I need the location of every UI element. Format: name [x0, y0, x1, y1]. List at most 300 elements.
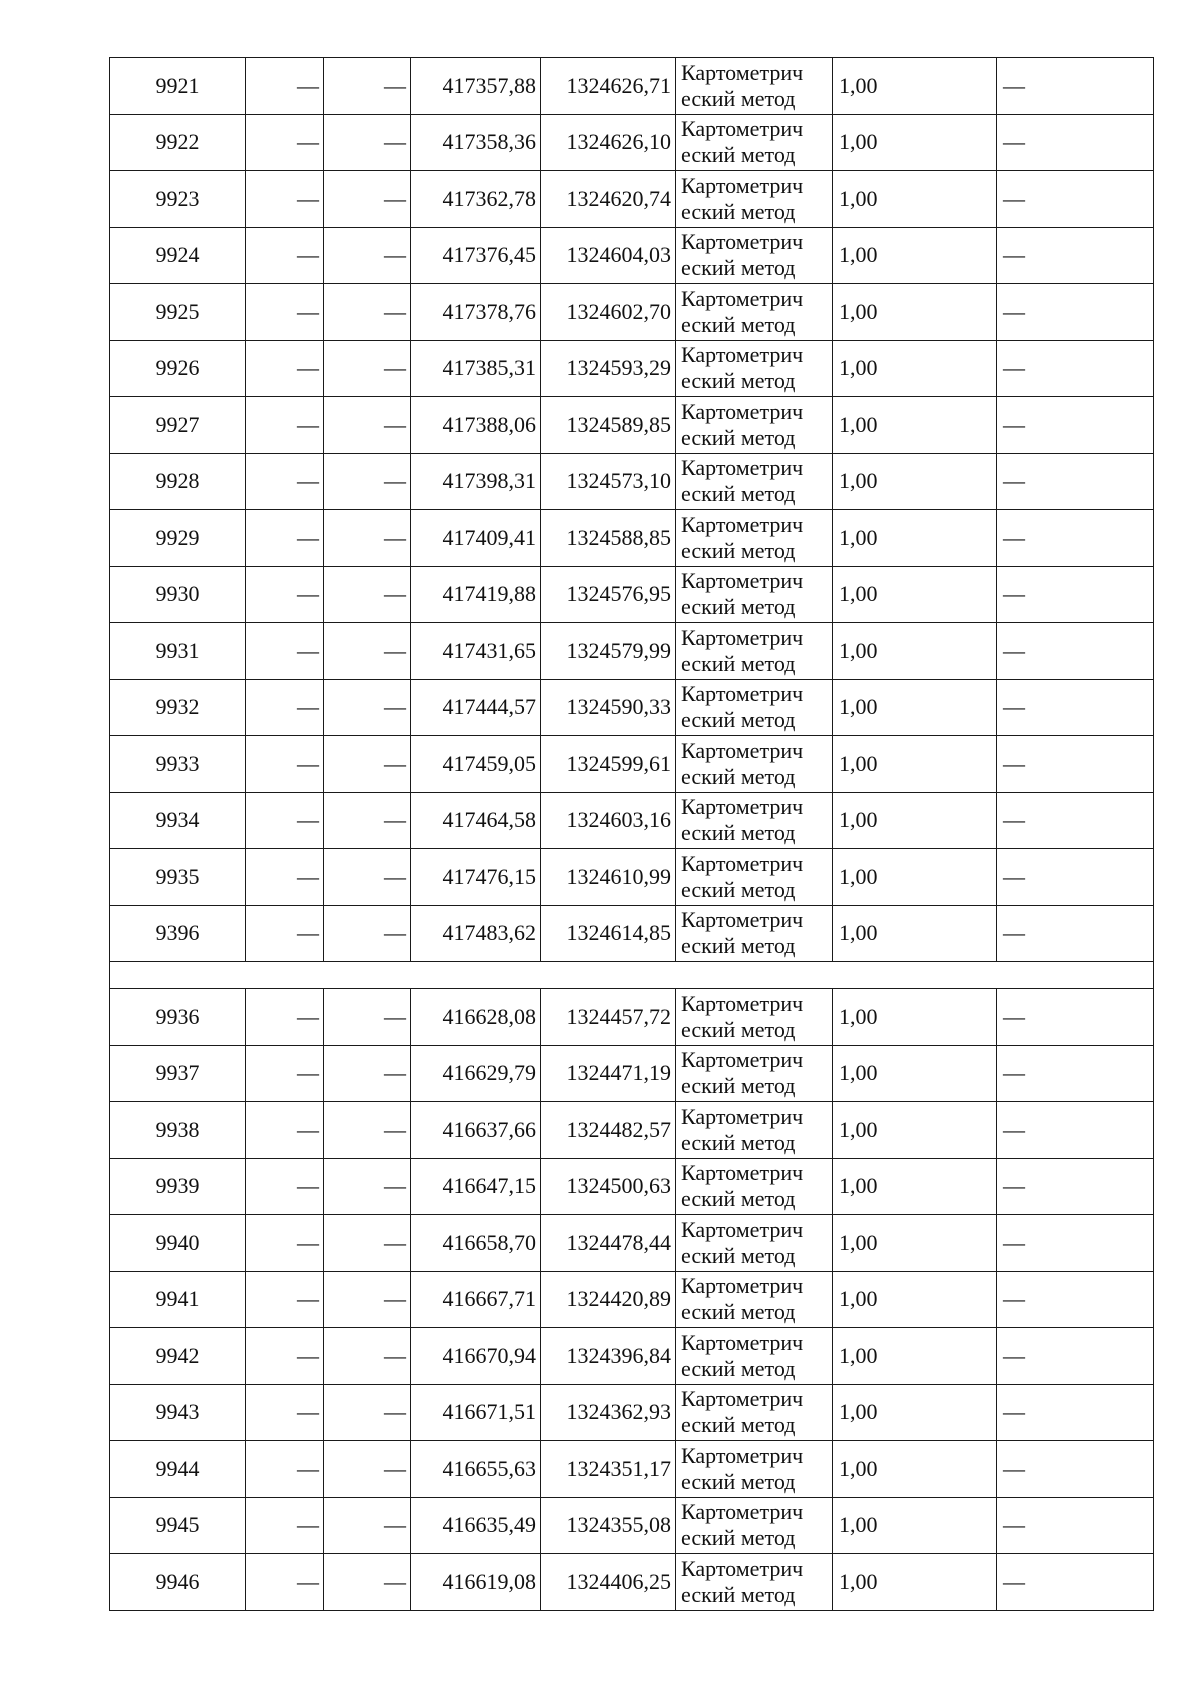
- method-line-1: Картометрич: [681, 1273, 804, 1299]
- method-line-2: еский метод: [681, 1468, 796, 1494]
- method-line-1: Картометрич: [681, 990, 804, 1016]
- coordinate-x: 416671,51: [411, 1384, 541, 1441]
- point-number: 9937: [110, 1045, 246, 1102]
- empty-dash: —: [246, 340, 324, 397]
- point-number: 9396: [110, 905, 246, 962]
- point-number: 9923: [110, 171, 246, 228]
- coordinate-y: 1324351,17: [541, 1441, 676, 1498]
- table-row: [110, 284, 1154, 341]
- coordinate-y: 1324603,16: [541, 792, 676, 849]
- empty-dash: —: [997, 58, 1154, 115]
- coordinate-x: 416670,94: [411, 1328, 541, 1385]
- method-cell: [676, 58, 833, 115]
- empty-dash: —: [324, 1158, 411, 1215]
- method-line-2: еский метод: [681, 1581, 796, 1607]
- method-line-2: еский метод: [681, 1355, 796, 1381]
- method-line-1: Картометрич: [681, 1499, 804, 1525]
- point-number: 9922: [110, 114, 246, 171]
- method-line-1: Картометрич: [681, 342, 804, 368]
- empty-dash: —: [324, 1215, 411, 1272]
- coordinate-y: 1324396,84: [541, 1328, 676, 1385]
- empty-dash: —: [246, 989, 324, 1046]
- empty-dash: —: [997, 792, 1154, 849]
- empty-dash: —: [324, 1328, 411, 1385]
- empty-dash: —: [324, 736, 411, 793]
- accuracy-value: 1,00: [833, 397, 997, 454]
- empty-dash: —: [324, 623, 411, 680]
- empty-dash: —: [246, 58, 324, 115]
- method-line-2: еский метод: [681, 1525, 796, 1551]
- empty-dash: —: [324, 905, 411, 962]
- coordinate-y: 1324420,89: [541, 1271, 676, 1328]
- table-row: [110, 1215, 1154, 1272]
- point-number: 9924: [110, 227, 246, 284]
- empty-dash: —: [997, 1271, 1154, 1328]
- point-number: 9925: [110, 284, 246, 341]
- empty-dash: —: [997, 284, 1154, 341]
- method-line-1: Картометрич: [681, 1216, 804, 1242]
- accuracy-value: 1,00: [833, 114, 997, 171]
- point-number: 9943: [110, 1384, 246, 1441]
- table-row: [110, 1102, 1154, 1159]
- empty-dash: —: [246, 397, 324, 454]
- empty-dash: —: [246, 736, 324, 793]
- accuracy-value: 1,00: [833, 1554, 997, 1611]
- empty-dash: —: [997, 905, 1154, 962]
- method-line-1: Картометрич: [681, 229, 804, 255]
- empty-dash: —: [324, 284, 411, 341]
- method-line-1: Картометрич: [681, 1442, 804, 1468]
- coordinate-y: 1324482,57: [541, 1102, 676, 1159]
- empty-dash: —: [997, 1554, 1154, 1611]
- empty-dash: —: [997, 114, 1154, 171]
- table-row: [110, 1158, 1154, 1215]
- table-row: [110, 1441, 1154, 1498]
- coordinate-x: 417358,36: [411, 114, 541, 171]
- accuracy-value: 1,00: [833, 1271, 997, 1328]
- empty-dash: —: [246, 114, 324, 171]
- method-line-2: еский метод: [681, 424, 796, 450]
- accuracy-value: 1,00: [833, 792, 997, 849]
- coordinate-x: 417357,88: [411, 58, 541, 115]
- method-line-2: еский метод: [681, 763, 796, 789]
- method-line-1: Картометрич: [681, 285, 804, 311]
- method-line-2: еский метод: [681, 876, 796, 902]
- empty-dash: —: [246, 453, 324, 510]
- method-line-2: еский метод: [681, 707, 796, 733]
- coordinate-y: 1324610,99: [541, 849, 676, 906]
- method-line-1: Картометрич: [681, 1103, 804, 1129]
- method-line-2: еский метод: [681, 255, 796, 281]
- method-line-1: Картометрич: [681, 398, 804, 424]
- method-line-2: еский метод: [681, 1016, 796, 1042]
- empty-dash: —: [324, 1271, 411, 1328]
- method-line-1: Картометрич: [681, 624, 804, 650]
- empty-dash: —: [997, 849, 1154, 906]
- empty-dash: —: [246, 284, 324, 341]
- method-cell: [676, 1384, 833, 1441]
- table-row: [110, 453, 1154, 510]
- method-line-1: Картометрич: [681, 1386, 804, 1412]
- method-line-2: еский метод: [681, 311, 796, 337]
- empty-dash: —: [324, 510, 411, 567]
- empty-dash: —: [997, 1158, 1154, 1215]
- empty-dash: —: [246, 1497, 324, 1554]
- coordinate-x: 417431,65: [411, 623, 541, 680]
- empty-dash: —: [246, 1158, 324, 1215]
- empty-dash: —: [324, 114, 411, 171]
- empty-dash: —: [324, 453, 411, 510]
- method-cell: [676, 905, 833, 962]
- method-line-1: Картометрич: [681, 681, 804, 707]
- method-cell: [676, 623, 833, 680]
- empty-dash: —: [324, 58, 411, 115]
- coordinate-x: 416619,08: [411, 1554, 541, 1611]
- empty-dash: —: [246, 171, 324, 228]
- accuracy-value: 1,00: [833, 989, 997, 1046]
- method-cell: [676, 340, 833, 397]
- method-cell: [676, 510, 833, 567]
- coordinate-y: 1324579,99: [541, 623, 676, 680]
- empty-dash: —: [324, 227, 411, 284]
- method-cell: [676, 453, 833, 510]
- accuracy-value: 1,00: [833, 1384, 997, 1441]
- method-cell: [676, 566, 833, 623]
- empty-dash: —: [997, 510, 1154, 567]
- empty-dash: —: [246, 566, 324, 623]
- method-line-1: Картометрич: [681, 1329, 804, 1355]
- empty-dash: —: [246, 1554, 324, 1611]
- coordinate-x: 416637,66: [411, 1102, 541, 1159]
- empty-dash: —: [997, 989, 1154, 1046]
- coordinate-y: 1324589,85: [541, 397, 676, 454]
- table-row: [110, 171, 1154, 228]
- point-number: 9938: [110, 1102, 246, 1159]
- empty-dash: —: [997, 679, 1154, 736]
- point-number: 9921: [110, 58, 246, 115]
- empty-dash: —: [997, 736, 1154, 793]
- point-number: 9928: [110, 453, 246, 510]
- coordinate-x: 417444,57: [411, 679, 541, 736]
- table-row: [110, 1497, 1154, 1554]
- coordinate-y: 1324500,63: [541, 1158, 676, 1215]
- accuracy-value: 1,00: [833, 1102, 997, 1159]
- empty-dash: —: [997, 566, 1154, 623]
- coordinate-x: 416628,08: [411, 989, 541, 1046]
- table-row: [110, 1554, 1154, 1611]
- empty-dash: —: [324, 1441, 411, 1498]
- empty-dash: —: [324, 1497, 411, 1554]
- empty-dash: —: [324, 849, 411, 906]
- coordinate-x: 417464,58: [411, 792, 541, 849]
- coordinate-x: 417362,78: [411, 171, 541, 228]
- accuracy-value: 1,00: [833, 905, 997, 962]
- table-row: [110, 736, 1154, 793]
- accuracy-value: 1,00: [833, 623, 997, 680]
- empty-dash: —: [997, 1384, 1154, 1441]
- coordinate-y: 1324593,29: [541, 340, 676, 397]
- accuracy-value: 1,00: [833, 1441, 997, 1498]
- empty-dash: —: [324, 679, 411, 736]
- method-cell: [676, 1441, 833, 1498]
- coordinate-y: 1324478,44: [541, 1215, 676, 1272]
- coordinate-y: 1324406,25: [541, 1554, 676, 1611]
- empty-dash: —: [324, 1102, 411, 1159]
- table-row: [110, 1328, 1154, 1385]
- accuracy-value: 1,00: [833, 1215, 997, 1272]
- method-line-2: еский метод: [681, 368, 796, 394]
- empty-dash: —: [997, 1497, 1154, 1554]
- method-line-1: Картометрич: [681, 511, 804, 537]
- method-line-2: еский метод: [681, 537, 796, 563]
- method-cell: [676, 1215, 833, 1272]
- coordinate-x: 416667,71: [411, 1271, 541, 1328]
- method-line-2: еский метод: [681, 1129, 796, 1155]
- method-line-2: еский метод: [681, 650, 796, 676]
- method-cell: [676, 1328, 833, 1385]
- accuracy-value: 1,00: [833, 340, 997, 397]
- point-number: 9936: [110, 989, 246, 1046]
- accuracy-value: 1,00: [833, 58, 997, 115]
- empty-dash: —: [246, 1102, 324, 1159]
- point-number: 9927: [110, 397, 246, 454]
- method-line-1: Картометрич: [681, 59, 804, 85]
- method-cell: [676, 1554, 833, 1611]
- empty-dash: —: [324, 1045, 411, 1102]
- empty-dash: —: [997, 227, 1154, 284]
- empty-dash: —: [246, 905, 324, 962]
- point-number: 9933: [110, 736, 246, 793]
- empty-dash: —: [997, 1215, 1154, 1272]
- point-number: 9926: [110, 340, 246, 397]
- method-cell: [676, 1271, 833, 1328]
- accuracy-value: 1,00: [833, 679, 997, 736]
- table-row: [110, 397, 1154, 454]
- method-line-1: Картометрич: [681, 1047, 804, 1073]
- point-number: 9932: [110, 679, 246, 736]
- empty-dash: —: [324, 566, 411, 623]
- coordinate-x: 416635,49: [411, 1497, 541, 1554]
- coordinate-x: 417483,62: [411, 905, 541, 962]
- accuracy-value: 1,00: [833, 566, 997, 623]
- coordinates-table: [109, 57, 1154, 1611]
- coordinate-x: 417459,05: [411, 736, 541, 793]
- point-number: 9940: [110, 1215, 246, 1272]
- method-cell: [676, 284, 833, 341]
- method-line-2: еский метод: [681, 933, 796, 959]
- method-line-2: еский метод: [681, 85, 796, 111]
- table-row: [110, 1045, 1154, 1102]
- coordinate-x: 417398,31: [411, 453, 541, 510]
- method-line-1: Картометрич: [681, 568, 804, 594]
- coordinate-y: 1324604,03: [541, 227, 676, 284]
- method-line-2: еский метод: [681, 594, 796, 620]
- method-line-1: Картометрич: [681, 850, 804, 876]
- empty-dash: —: [997, 1045, 1154, 1102]
- accuracy-value: 1,00: [833, 171, 997, 228]
- empty-dash: —: [997, 1441, 1154, 1498]
- coordinate-y: 1324620,74: [541, 171, 676, 228]
- empty-dash: —: [246, 1271, 324, 1328]
- point-number: 9939: [110, 1158, 246, 1215]
- point-number: 9929: [110, 510, 246, 567]
- empty-dash: —: [246, 1441, 324, 1498]
- empty-dash: —: [997, 453, 1154, 510]
- table-row: [110, 792, 1154, 849]
- empty-dash: —: [246, 849, 324, 906]
- coordinate-y: 1324599,61: [541, 736, 676, 793]
- method-line-2: еский метод: [681, 142, 796, 168]
- method-cell: [676, 227, 833, 284]
- method-line-2: еский метод: [681, 820, 796, 846]
- empty-dash: —: [997, 623, 1154, 680]
- empty-dash: —: [246, 792, 324, 849]
- coordinate-x: 417419,88: [411, 566, 541, 623]
- table-body: [110, 58, 1154, 1611]
- table-row: [110, 566, 1154, 623]
- method-line-1: Картометрич: [681, 1555, 804, 1581]
- method-cell: [676, 397, 833, 454]
- accuracy-value: 1,00: [833, 1328, 997, 1385]
- coordinate-x: 417476,15: [411, 849, 541, 906]
- empty-dash: —: [997, 340, 1154, 397]
- accuracy-value: 1,00: [833, 1497, 997, 1554]
- accuracy-value: 1,00: [833, 227, 997, 284]
- accuracy-value: 1,00: [833, 849, 997, 906]
- method-cell: [676, 736, 833, 793]
- method-line-1: Картометрич: [681, 794, 804, 820]
- separator-row: [110, 962, 1154, 989]
- empty-dash: —: [324, 171, 411, 228]
- method-line-1: Картометрич: [681, 737, 804, 763]
- method-cell: [676, 114, 833, 171]
- empty-dash: —: [246, 1328, 324, 1385]
- method-cell: [676, 1497, 833, 1554]
- coordinate-y: 1324576,95: [541, 566, 676, 623]
- coordinate-x: 416658,70: [411, 1215, 541, 1272]
- coordinate-x: 417385,31: [411, 340, 541, 397]
- separator-cell: [110, 962, 1154, 989]
- empty-dash: —: [324, 340, 411, 397]
- table-row: [110, 114, 1154, 171]
- coordinate-y: 1324362,93: [541, 1384, 676, 1441]
- table-row: [110, 989, 1154, 1046]
- method-line-1: Картометрич: [681, 172, 804, 198]
- empty-dash: —: [997, 1102, 1154, 1159]
- coordinate-y: 1324573,10: [541, 453, 676, 510]
- method-line-2: еский метод: [681, 1186, 796, 1212]
- table-row: [110, 849, 1154, 906]
- empty-dash: —: [324, 1554, 411, 1611]
- coordinate-x: 417378,76: [411, 284, 541, 341]
- empty-dash: —: [246, 679, 324, 736]
- coordinate-x: 416655,63: [411, 1441, 541, 1498]
- coordinate-y: 1324626,10: [541, 114, 676, 171]
- coordinate-y: 1324355,08: [541, 1497, 676, 1554]
- table-row: [110, 340, 1154, 397]
- method-cell: [676, 171, 833, 228]
- method-cell: [676, 792, 833, 849]
- point-number: 9935: [110, 849, 246, 906]
- point-number: 9946: [110, 1554, 246, 1611]
- method-line-2: еский метод: [681, 1242, 796, 1268]
- coordinate-y: 1324614,85: [541, 905, 676, 962]
- coordinate-y: 1324626,71: [541, 58, 676, 115]
- method-line-1: Картометрич: [681, 1160, 804, 1186]
- empty-dash: —: [246, 227, 324, 284]
- method-line-1: Картометрич: [681, 907, 804, 933]
- table-row: [110, 58, 1154, 115]
- table-row: [110, 679, 1154, 736]
- table-row: [110, 510, 1154, 567]
- coordinate-x: 416629,79: [411, 1045, 541, 1102]
- empty-dash: —: [324, 1384, 411, 1441]
- empty-dash: —: [324, 792, 411, 849]
- method-cell: [676, 679, 833, 736]
- point-number: 9942: [110, 1328, 246, 1385]
- method-line-2: еский метод: [681, 481, 796, 507]
- method-line-1: Картометрич: [681, 116, 804, 142]
- point-number: 9944: [110, 1441, 246, 1498]
- coordinate-y: 1324588,85: [541, 510, 676, 567]
- point-number: 9931: [110, 623, 246, 680]
- coordinate-x: 417409,41: [411, 510, 541, 567]
- empty-dash: —: [324, 989, 411, 1046]
- method-line-2: еский метод: [681, 1412, 796, 1438]
- coordinate-x: 416647,15: [411, 1158, 541, 1215]
- table-row: [110, 623, 1154, 680]
- empty-dash: —: [997, 171, 1154, 228]
- accuracy-value: 1,00: [833, 510, 997, 567]
- coordinate-y: 1324457,72: [541, 989, 676, 1046]
- empty-dash: —: [997, 1328, 1154, 1385]
- method-line-2: еский метод: [681, 1299, 796, 1325]
- accuracy-value: 1,00: [833, 453, 997, 510]
- accuracy-value: 1,00: [833, 1045, 997, 1102]
- method-cell: [676, 1045, 833, 1102]
- accuracy-value: 1,00: [833, 1158, 997, 1215]
- accuracy-value: 1,00: [833, 736, 997, 793]
- coordinate-y: 1324471,19: [541, 1045, 676, 1102]
- coordinate-x: 417376,45: [411, 227, 541, 284]
- method-cell: [676, 849, 833, 906]
- table-row: [110, 905, 1154, 962]
- point-number: 9945: [110, 1497, 246, 1554]
- method-cell: [676, 1102, 833, 1159]
- empty-dash: —: [246, 510, 324, 567]
- point-number: 9930: [110, 566, 246, 623]
- point-number: 9934: [110, 792, 246, 849]
- method-line-2: еский метод: [681, 1073, 796, 1099]
- accuracy-value: 1,00: [833, 284, 997, 341]
- coordinate-y: 1324602,70: [541, 284, 676, 341]
- empty-dash: —: [246, 1045, 324, 1102]
- method-cell: [676, 1158, 833, 1215]
- empty-dash: —: [997, 397, 1154, 454]
- empty-dash: —: [324, 397, 411, 454]
- method-line-2: еский метод: [681, 198, 796, 224]
- point-number: 9941: [110, 1271, 246, 1328]
- empty-dash: —: [246, 1215, 324, 1272]
- empty-dash: —: [246, 1384, 324, 1441]
- coordinate-x: 417388,06: [411, 397, 541, 454]
- empty-dash: —: [246, 623, 324, 680]
- table-row: [110, 1271, 1154, 1328]
- table-row: [110, 227, 1154, 284]
- coordinate-y: 1324590,33: [541, 679, 676, 736]
- method-line-1: Картометрич: [681, 455, 804, 481]
- table-row: [110, 1384, 1154, 1441]
